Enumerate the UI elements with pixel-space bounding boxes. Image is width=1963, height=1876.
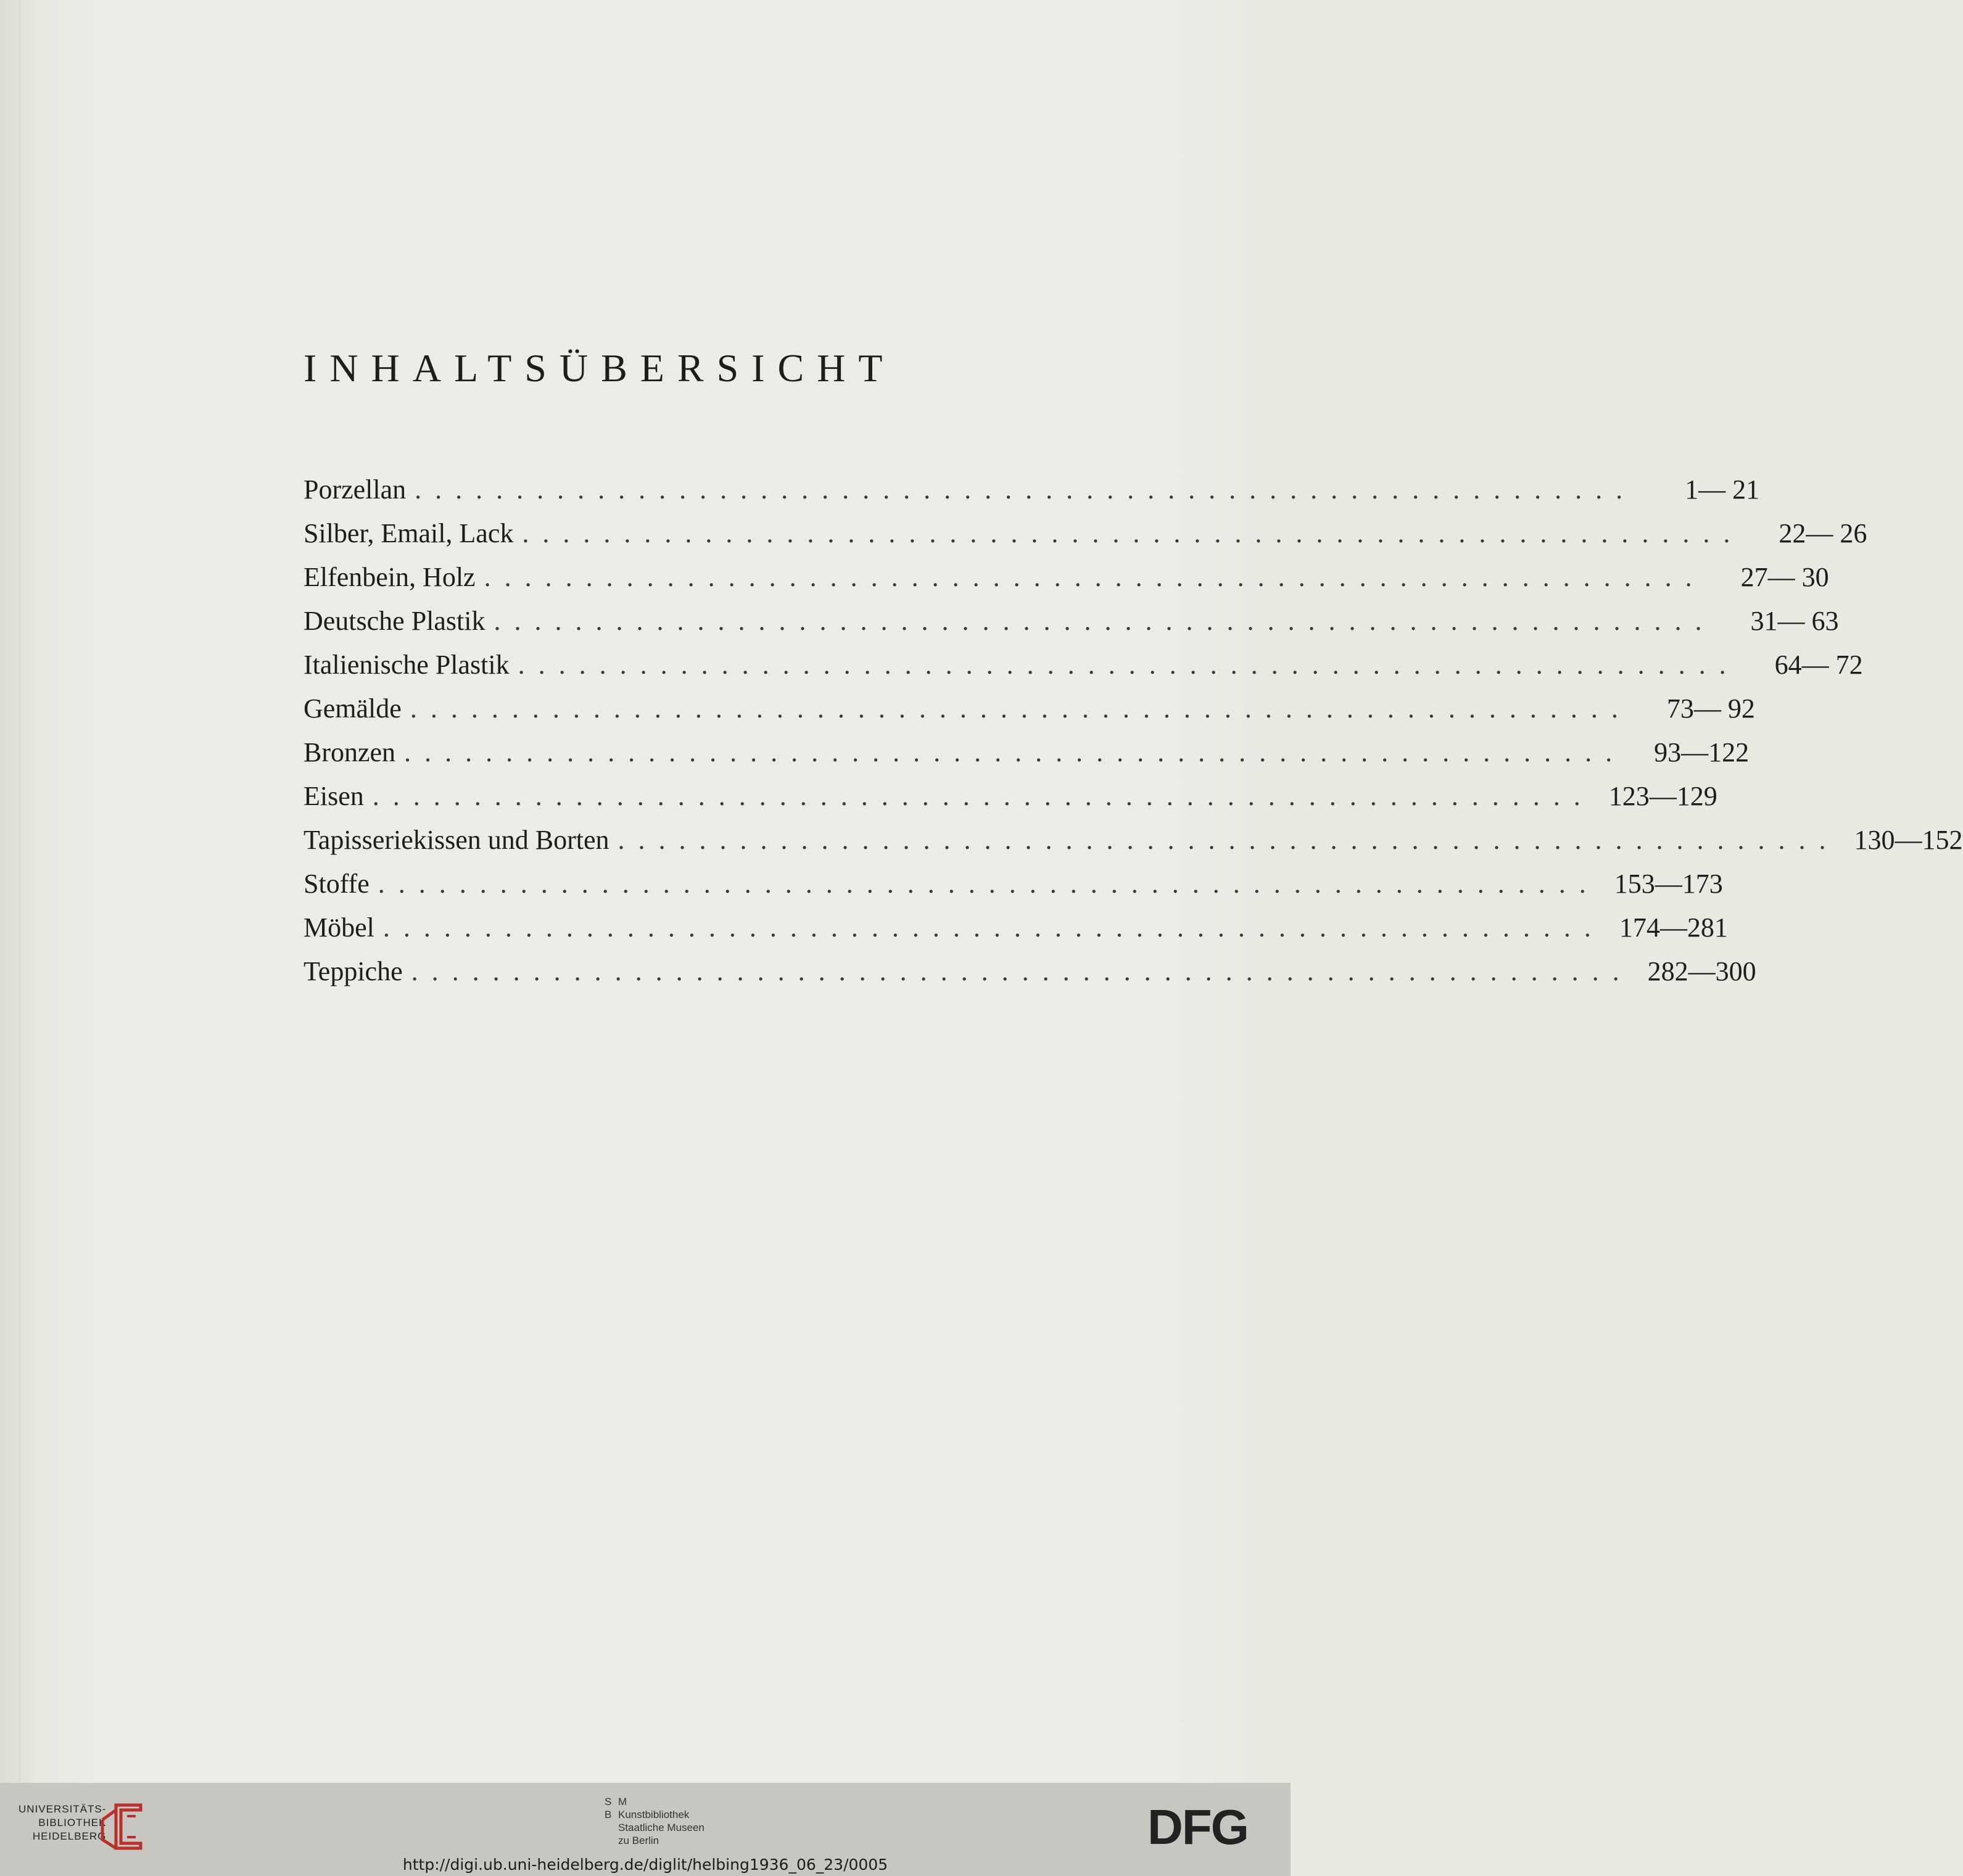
dot-leader: ............................................................ <box>522 518 1744 548</box>
toc-entry-label: Tapisseriekissen und Borten <box>304 825 610 855</box>
toc-entry <box>304 818 1963 862</box>
dfg-logo: DFG <box>1147 1800 1248 1854</box>
toc-entry <box>304 774 1717 818</box>
toc-entry-label: Deutsche Plastik <box>304 606 486 636</box>
toc-entry-label: Italienische Plastik <box>304 650 510 680</box>
page-edge-shadow <box>19 0 22 1783</box>
toc-entry-range: 31— 63 <box>1750 606 1839 636</box>
toc-entry-label: Teppiche <box>304 956 403 986</box>
smb-letter: M <box>618 1796 627 1808</box>
toc-entry-range: 27— 30 <box>1740 562 1829 592</box>
toc-entry <box>304 599 1839 643</box>
dot-leader: ............................................................ <box>378 869 1600 899</box>
toc-entry <box>304 643 1863 687</box>
toc-entry <box>304 555 1829 599</box>
smb-line: Staatliche Museen <box>618 1822 705 1833</box>
dot-leader: ............................................................ <box>404 737 1626 767</box>
toc-entry <box>304 906 1728 949</box>
toc-entry-range: 22— 26 <box>1779 518 1867 548</box>
toc-entry-label: Porzellan <box>304 474 407 505</box>
smb-letter: B <box>605 1809 612 1820</box>
toc-entry <box>304 949 1756 993</box>
toc-entry-range: 123—129 <box>1608 781 1717 811</box>
toc-entry-label: Elfenbein, Holz <box>304 562 476 592</box>
table-of-contents <box>304 468 1963 993</box>
dot-leader: ............................................................ <box>494 606 1716 636</box>
toc-entry <box>304 468 1760 511</box>
toc-entry-range: 1— 21 <box>1685 474 1760 505</box>
toc-entry-range: 174—281 <box>1619 912 1728 943</box>
toc-entry <box>304 687 1755 730</box>
permalink-url[interactable]: http://digi.ub.uni-heidelberg.de/diglit/helbing1936_06_23/0005 <box>402 1856 888 1874</box>
library-name-line: HEIDELBERG <box>32 1830 107 1842</box>
dot-leader: ............................................................ <box>382 912 1605 943</box>
toc-entry-label: Bronzen <box>304 737 396 767</box>
page-title: INHALTSÜBERSICHT <box>304 346 896 390</box>
library-name-line: UNIVERSITÄTS- <box>19 1803 107 1815</box>
smb-line: Kunstbibliothek <box>618 1809 690 1820</box>
dot-leader: ............................................................ <box>415 474 1637 505</box>
kunstbibliothek-logo <box>605 1795 705 1847</box>
dot-leader: ............................................................ <box>411 956 1633 986</box>
toc-entry-range: 93—122 <box>1654 737 1750 767</box>
toc-entry <box>304 730 1750 774</box>
toc-entry <box>304 862 1723 906</box>
toc-entry-label: Stoffe <box>304 869 370 899</box>
dot-leader: ............................................................ <box>484 562 1706 592</box>
toc-entry-label: Silber, Email, Lack <box>304 518 514 548</box>
toc-entry-label: Möbel <box>304 912 374 943</box>
toc-entry-label: Eisen <box>304 781 364 811</box>
smb-letter: S <box>605 1796 612 1808</box>
dot-leader: ............................................................ <box>518 650 1740 680</box>
dot-leader: ............................................................ <box>410 693 1632 724</box>
toc-entry-range: 153—173 <box>1614 869 1723 899</box>
toc-entry-range: 64— 72 <box>1774 650 1863 680</box>
toc-entry-range: 282—300 <box>1647 956 1756 986</box>
library-name-line: BIBLIOTHEK <box>38 1817 107 1828</box>
toc-entry-label: Gemälde <box>304 693 402 724</box>
dot-leader: ............................................................ <box>618 825 1840 855</box>
toc-entry-range: 130—152 <box>1854 825 1963 855</box>
university-library-logo <box>19 1803 106 1843</box>
smb-line: zu Berlin <box>618 1835 659 1846</box>
dot-leader: ............................................................ <box>372 781 1594 811</box>
toc-entry <box>304 511 1867 555</box>
library-emblem-icon <box>97 1801 154 1852</box>
toc-entry-range: 73— 92 <box>1666 693 1755 724</box>
